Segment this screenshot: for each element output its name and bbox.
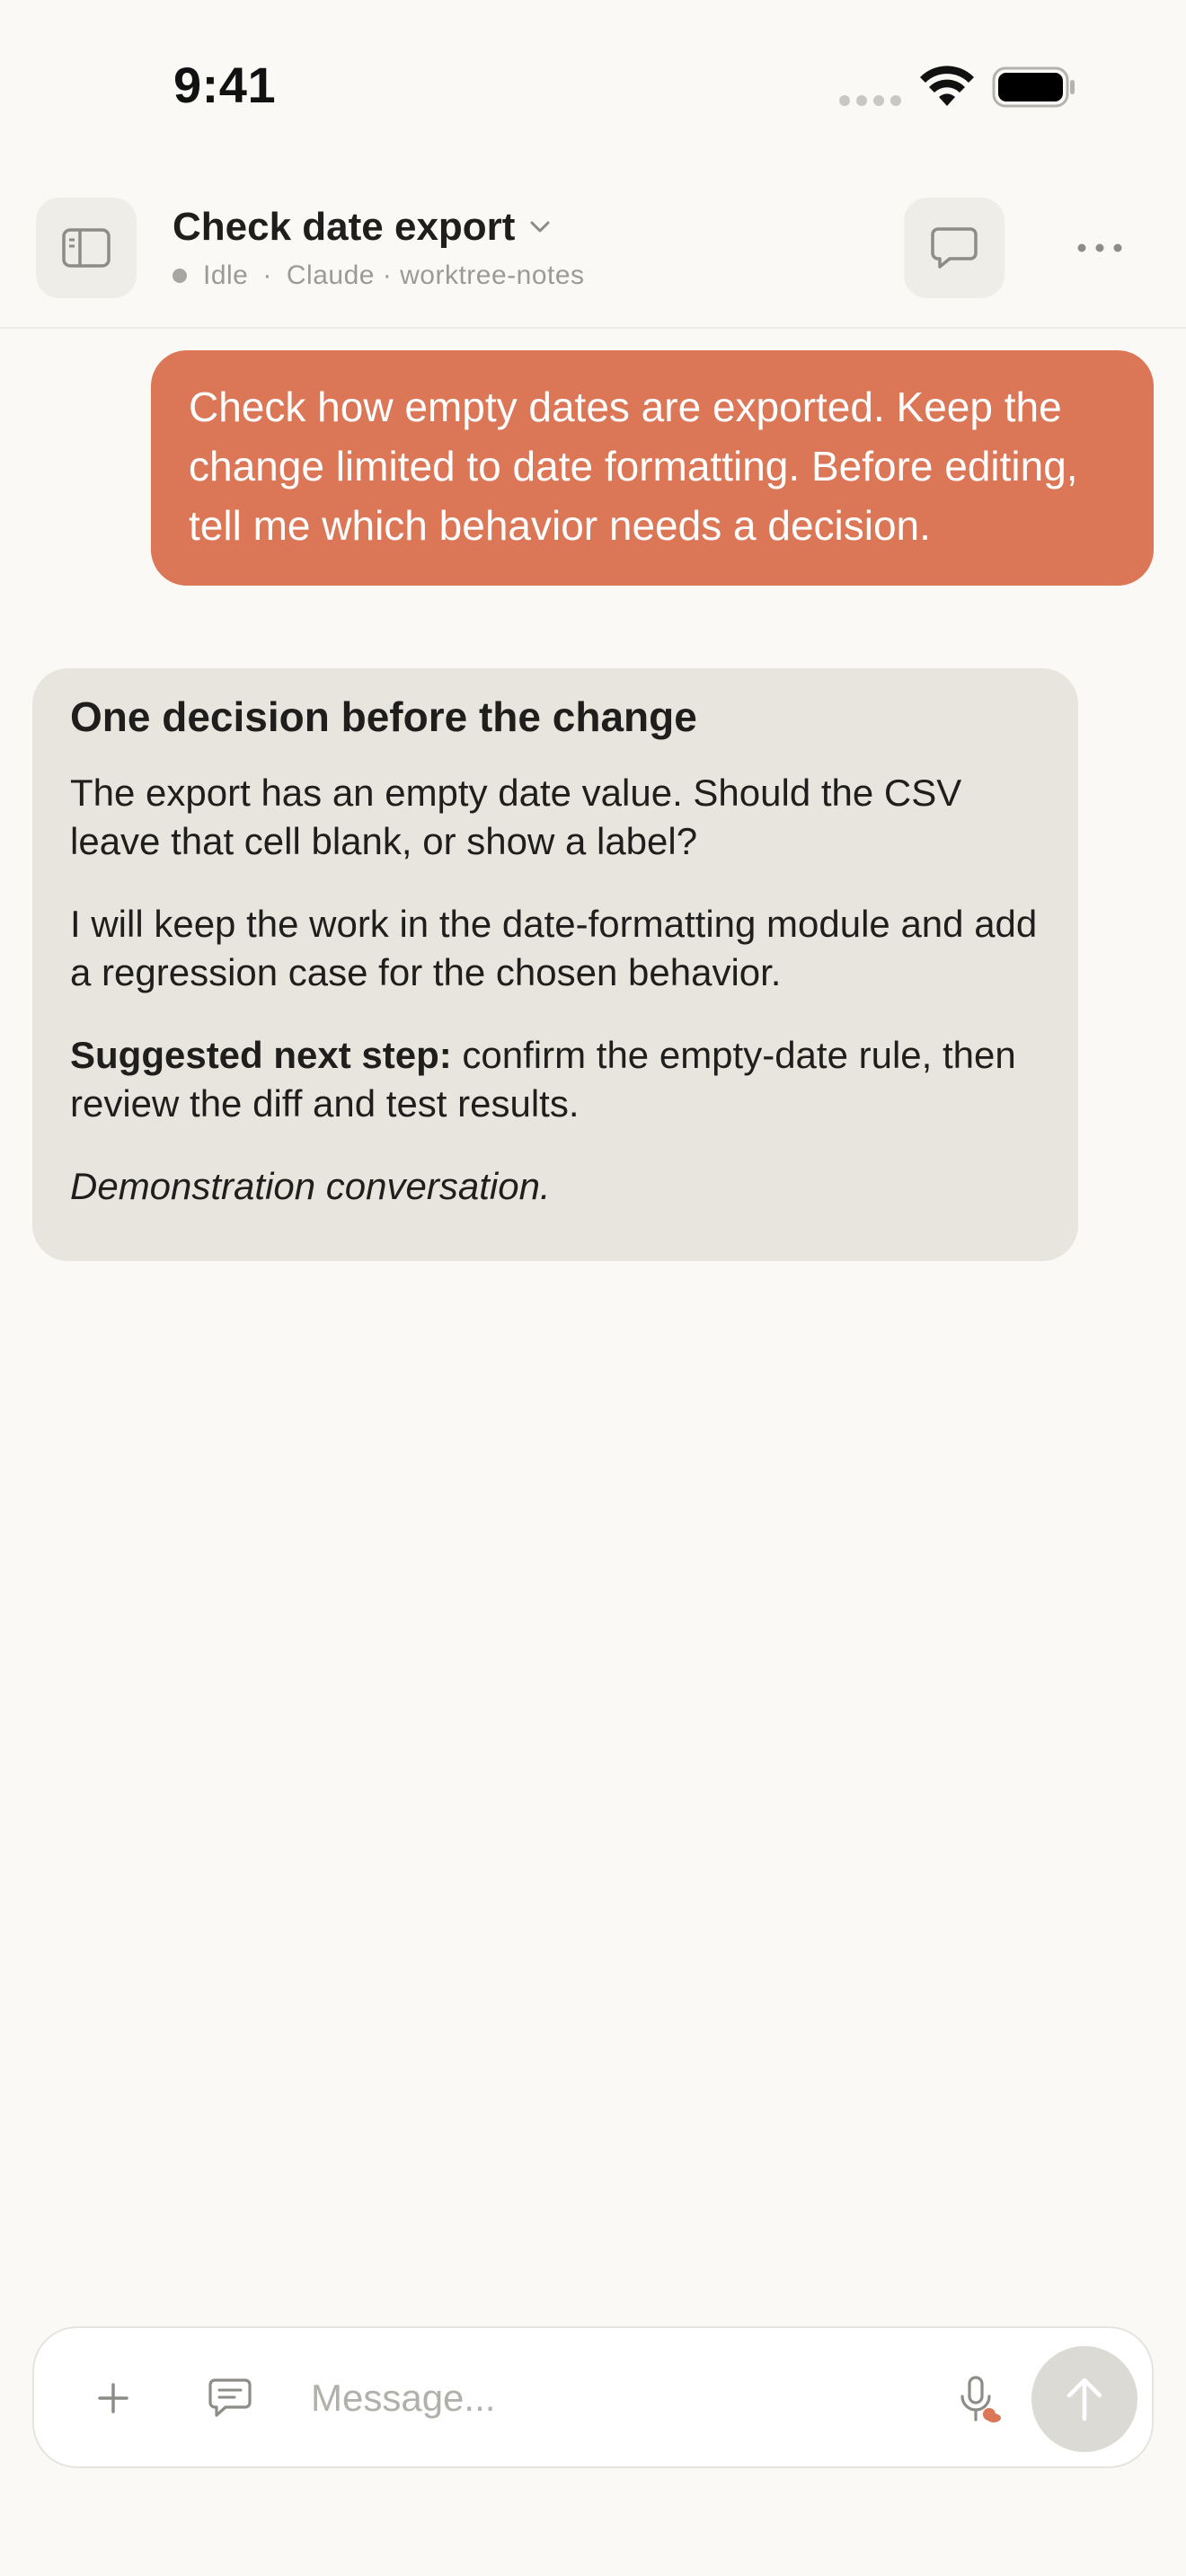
user-message (151, 350, 1154, 586)
plus-icon (95, 2380, 131, 2416)
assistant-paragraph: I will keep the work in the date-formatting module and add a regression case for the chosen behavior. (70, 903, 1038, 993)
ellipsis-icon (1076, 243, 1123, 253)
session-status: Idle (203, 260, 249, 290)
message-composer (32, 2326, 1154, 2468)
comment-mode-button[interactable] (196, 2364, 264, 2432)
more-options-button[interactable] (1053, 207, 1146, 289)
status-time: 9:41 (173, 57, 277, 113)
conversation-title: Check date export (173, 205, 516, 249)
status-dot (173, 269, 187, 283)
wifi-icon (917, 65, 977, 110)
sidebar-toggle-icon (61, 227, 111, 269)
comment-icon (208, 2378, 252, 2419)
message-input[interactable] (311, 2368, 940, 2429)
assistant-message (32, 668, 1078, 1261)
assistant-heading: One decision before the change (70, 693, 697, 740)
send-button[interactable] (1031, 2346, 1137, 2452)
chat-header (0, 180, 1186, 329)
voice-input-button[interactable] (945, 2364, 1013, 2436)
chat-bubble-icon (930, 225, 978, 270)
next-step-label: Suggested next step: (70, 1034, 452, 1076)
conversation-title-button[interactable] (173, 205, 551, 250)
microphone-icon (957, 2375, 1002, 2425)
session-agent: Claude · worktree-notes (286, 260, 585, 290)
session-info (173, 260, 585, 291)
battery-icon (992, 66, 1076, 108)
arrow-up-icon (1064, 2376, 1105, 2422)
chat-button[interactable] (904, 198, 1005, 298)
user-message-text: Check how empty dates are exported. Keep the change limited to date formatting. Before editing, tell me which behavior needs a decision. (189, 384, 1078, 549)
add-attachment-button[interactable] (79, 2364, 147, 2432)
chevron-down-icon (529, 220, 551, 234)
next-step-text: confirm the empty-date rule, then review the diff and test results. (70, 1034, 1016, 1125)
assistant-next-step (70, 1031, 1040, 1128)
signal-dots-icon (839, 95, 901, 106)
sidebar-toggle-button[interactable] (36, 198, 137, 298)
assistant-paragraph: The export has an empty date value. Should the CSV leave that cell blank, or show a label? (70, 772, 962, 862)
separator: · (262, 260, 272, 290)
assistant-note: Demonstration conversation. (70, 1165, 551, 1207)
